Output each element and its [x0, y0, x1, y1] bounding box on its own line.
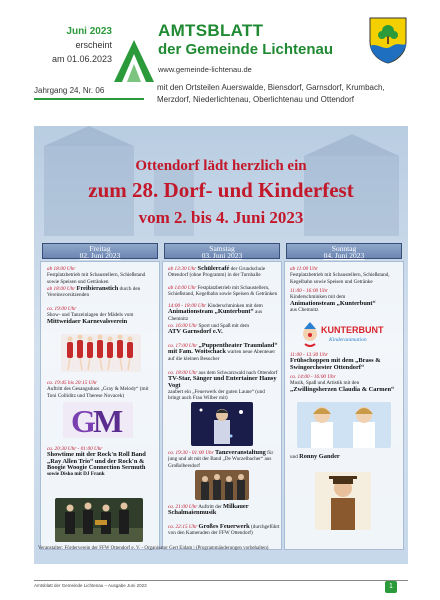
day-date: 03. Juni 2023 [201, 251, 243, 260]
day-name: Samstag [209, 244, 235, 253]
event-item: 11:00 - 16:00 Uhr Kinderschminken mit dem Animationsteam „Kunterbunt“ aus Chemnitz [290, 288, 376, 313]
event-item: und Ronny Gander [290, 453, 340, 460]
website-link[interactable]: www.gemeinde-lichtenau.de [158, 65, 252, 74]
saturday-program [162, 261, 282, 550]
issue-info [42, 26, 112, 65]
event-item: 14:00 - 18:00 Uhr Kinderschminken mit dem Animationsteam „Kunterbunt“ aus Chemnitz [168, 303, 263, 322]
singer-photo [315, 472, 371, 530]
twins-photo [297, 402, 391, 448]
divider [34, 98, 144, 100]
day-header-friday [42, 243, 158, 259]
coat-of-arms-icon [368, 16, 408, 64]
masthead [0, 0, 440, 124]
kunterbunt-wordmark: KUNTERBUNT [321, 325, 384, 335]
poster-headline-dates: vom 2. bis 4. Juni 2023 [138, 208, 304, 227]
issue-publish-date: am 01.06.2023 [51, 54, 112, 64]
event-item: ca. 19:30 - 01:00 Uhr Tanzveranstaltung für jung und alt mit der Band „De Wurzelbacher“ aus Großolbersdorf [168, 449, 274, 469]
districts-list: mit den Ortsteilen Auerswalde, Biensdorf, Garnsdorf, Krumbach, Merzdorf, Niederlichtenau, Oberlichtenau und Ottendorf [157, 83, 385, 104]
day-date: 04. Juni 2023 [323, 251, 365, 260]
festival-poster [34, 126, 408, 564]
publication-subtitle: der Gemeinde Lichtenau [158, 41, 334, 58]
page-number: 1 [385, 581, 397, 593]
sunday-program [284, 261, 404, 550]
amtsblatt-logo-icon [112, 38, 156, 84]
event-item: ca. 18:00 Uhr aus dem Schwarzwald nach Ottendorf TV-Star, Sänger und Entertainer Hansy Vogt zaubert ein „Feuerwerk der guten Laune“ (und bringt auch Frau Wilber mit) [168, 370, 278, 402]
footer-text: Amtsblatt der Gemeinde Lichtenau – Ausgabe Juni 2023 [34, 583, 147, 588]
event-item: ab 18:00 Uhr Festplatzbetrieb mit Schaustellern, Schießstand sowie Speisen und Getränken [47, 266, 146, 285]
event-item: ab 14:00 Uhr Festplatzbetrieb mit Schaustellern, Schießstand, Kegelbahn sowie Speisen & Getränken [168, 285, 278, 298]
gray-melody-photo [63, 402, 133, 438]
event-item: ab 18:00 Uhr Freibieranstich durch den Vereinsvorsitzenden [47, 285, 141, 299]
footer-divider [34, 580, 408, 581]
entertainer-photo [191, 402, 253, 446]
organizer-note: Veranstalter: Förderverein der FFW Ottendorf e. V. - Organisator Gert Eidam | (Programmänderungen vorbehalten) [38, 546, 269, 551]
day-header-saturday [164, 243, 280, 259]
event-item: ca. 22:15 Uhr Großes Feuerwerk (durchgeführt von den Kameraden der FFW Ottendorf) [168, 523, 280, 537]
event-item: ca. 20:30 Uhr - 01:00 Uhr Showtime mit der Rock'n Roll Band „Ray Allen Trio“ und der Rock'n & Boogie Woogie Connection Sermuth sowie Disko mit DJ Frank [47, 446, 146, 478]
event-item: ca. 19:45 bis 20:15 Uhr Auftritt des Gesangsduos „Gray & Melody“ (mit Toni Colliditz und Therese Novacek) [47, 380, 149, 399]
event-item: ca. 16:00 Uhr Sport und Spaß mit dem ATV Garnsdorf e.V. [168, 323, 249, 336]
day-name: Sonntag [331, 244, 357, 253]
event-item: ca. 21:00 Uhr Auftritt der Milkauer Schalmaienmusik [168, 503, 249, 517]
event-item: ab 11:00 Uhr Festplatzbetrieb mit Schaustellern, Schießstand, Kegelbahn sowie Speisen und Getränke [290, 266, 390, 285]
day-date: 02. Juni 2023 [79, 251, 121, 260]
title-block [158, 22, 363, 74]
kunterbunt-tagline: Kinderanimation [329, 337, 367, 343]
poster-headline-invite: Ottendorf lädt herzlich ein [135, 158, 307, 174]
event-item: ca. 14:00 - 16:00 Uhr Musik, Spaß und Artistik mit den „Zwillingsherzen Claudia & Carmen“ [290, 374, 395, 393]
kunterbunt-logo [299, 322, 389, 348]
event-item: ca. 17:00 Uhr „Puppentheater Traumland“ mit Fam. Woitschack warten neue Abenteuer auf die kleinen Besucher [168, 342, 278, 362]
svg-text:G: G [71, 403, 96, 438]
day-name: Freitag [89, 244, 111, 253]
event-item: ca. 19:00 Uhr Show- und Tanzeinlagen der Mädels vom Mittweidaer Karnevalsverein [47, 306, 134, 325]
issue-month: Juni 2023 [66, 26, 112, 37]
friday-program [40, 261, 160, 550]
dancers-photo [61, 334, 141, 372]
svg-text:M: M [93, 403, 124, 438]
rock-band-photo [55, 498, 143, 542]
volume-number: Jahrgang 24, Nr. 06 [34, 86, 105, 95]
clown-icon [299, 322, 321, 348]
poster-headline-event: zum 28. Dorf- und Kinderfest [88, 178, 354, 202]
event-item: ab 13:30 Uhr Schülercafé der Grundschule Ottendorf (ohne Programm) in der Turnhalle [168, 265, 266, 279]
day-header-sunday [286, 243, 402, 259]
publication-title: AMTSBLATT [158, 21, 264, 40]
event-item: 11:00 - 13:30 Uhr Frühschoppen mit dem „Brass & Swingorchester Ottendorf“ [290, 352, 381, 371]
band-photo [195, 470, 249, 500]
issue-publish-label: erscheint [75, 40, 112, 50]
